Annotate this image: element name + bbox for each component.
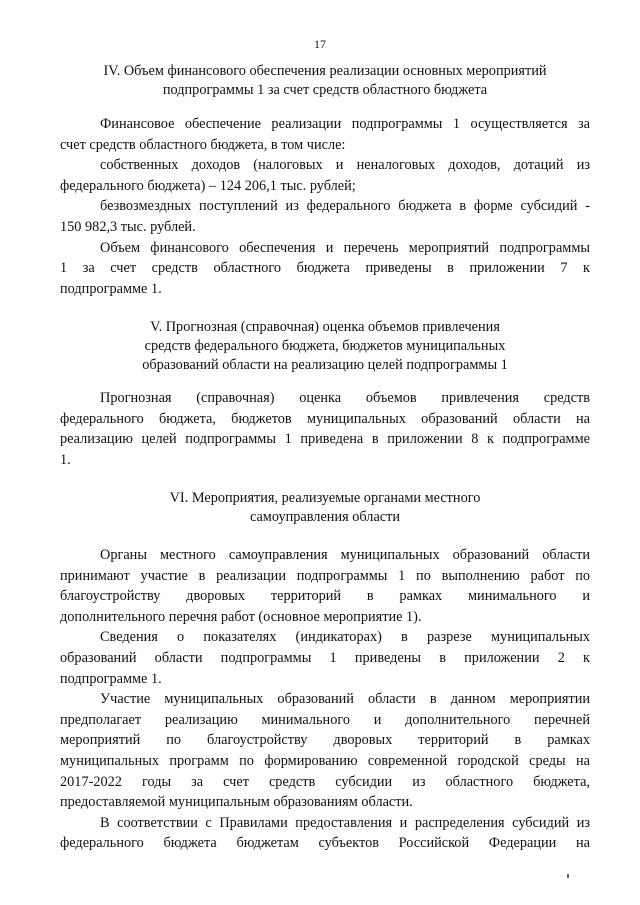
text-line: Участие муниципальных образований области в данном мероприятии	[100, 691, 590, 708]
text-line: дополнительного перечня работ (основное мероприятие 1).	[60, 608, 422, 625]
text-line: мероприятий по благоустройству дворовых территорий в рамках	[60, 732, 590, 749]
section-6-body	[60, 545, 590, 854]
section-6-title-line: самоуправления области	[249, 509, 401, 525]
section-5-title-line: образований области на реализацию целей подпрограммы 1	[142, 357, 508, 373]
text-line: В соответствии с Правилами предоставления и распределения субсидий из	[100, 814, 590, 831]
paragraph	[60, 627, 590, 689]
text-line: счет средств областного бюджета, в том числе:	[60, 136, 346, 153]
paragraph	[60, 114, 590, 155]
section-6-title-line: VI. Мероприятия, реализуемые органами местного	[169, 490, 481, 506]
section-4-body	[60, 114, 590, 299]
section-4-title	[60, 62, 590, 100]
paragraph	[60, 196, 590, 237]
page-number: 17	[314, 37, 326, 51]
text-line: Органы местного самоуправления муниципальных образований области	[100, 547, 590, 563]
text-line: федерального бюджета, бюджетов муниципальных образований области на	[60, 410, 590, 427]
scan-mark	[567, 874, 569, 878]
text-line: подпрограмме 1.	[60, 280, 162, 297]
paragraph	[60, 238, 590, 300]
text-line: 150 982,3 тыс. рублей.	[60, 218, 196, 235]
section-6-title	[60, 489, 590, 527]
section-4-title-line: IV. Объем финансового обеспечения реализации основных мероприятий	[103, 63, 547, 79]
text-line: федерального бюджета) – 124 206,1 тыс. рублей;	[60, 177, 356, 194]
text-line: Финансовое обеспечение реализации подпрограммы 1 осуществляется за	[100, 116, 590, 132]
text-line: благоустройству дворовых территорий в рамках минимального и	[60, 588, 590, 605]
text-line: 2017-2022 годы за счет средств субсидии из областного бюджета,	[60, 773, 590, 790]
text-line: образований области подпрограммы 1 приведены в приложении 2 к	[60, 649, 590, 666]
paragraph	[60, 689, 590, 813]
text-line: реализацию целей подпрограммы 1 приведена в приложении 8 к подпрограмме	[60, 431, 590, 448]
text-line: подпрограмме 1.	[60, 670, 162, 687]
section-4-title-line: подпрограммы 1 за счет средств областного бюджета	[162, 82, 488, 98]
paragraph	[60, 388, 590, 470]
paragraph	[60, 545, 590, 627]
text-line: Сведения о показателях (индикаторах) в разрезе муниципальных	[100, 629, 590, 646]
text-line: 1.	[60, 451, 71, 468]
text-line: принимают участие в реализации подпрограммы 1 по выполнению работ по	[60, 567, 590, 584]
text-line: 1 за счет средств областного бюджета приведены в приложении 7 к	[60, 260, 590, 277]
text-line: собственных доходов (налоговых и неналоговых доходов, дотаций из	[100, 157, 590, 174]
text-line: предполагает реализацию минимального и дополнительного перечней	[60, 711, 590, 728]
text-line: муниципальных программ по формированию современной городской среды на	[60, 752, 590, 769]
text-line: федерального бюджета бюджетам субъектов Российской Федерации на	[60, 835, 590, 852]
text-line: Объем финансового обеспечения и перечень мероприятий подпрограммы	[100, 239, 590, 256]
section-5-title-line: средств федерального бюджета, бюджетов муниципальных	[144, 338, 506, 354]
text-line: безвозмездных поступлений из федерального бюджета в форме субсидий -	[100, 198, 590, 215]
text-line: Прогнозная (справочная) оценка объемов привлечения средств	[100, 390, 590, 406]
section-5-body	[60, 388, 590, 470]
section-5-title	[60, 318, 590, 375]
text-line: предоставляемой муниципальным образованиям области.	[60, 794, 413, 811]
section-5-title-line: V. Прогнозная (справочная) оценка объемов привлечения	[150, 319, 500, 335]
paragraph	[60, 155, 590, 196]
paragraph	[60, 813, 590, 854]
